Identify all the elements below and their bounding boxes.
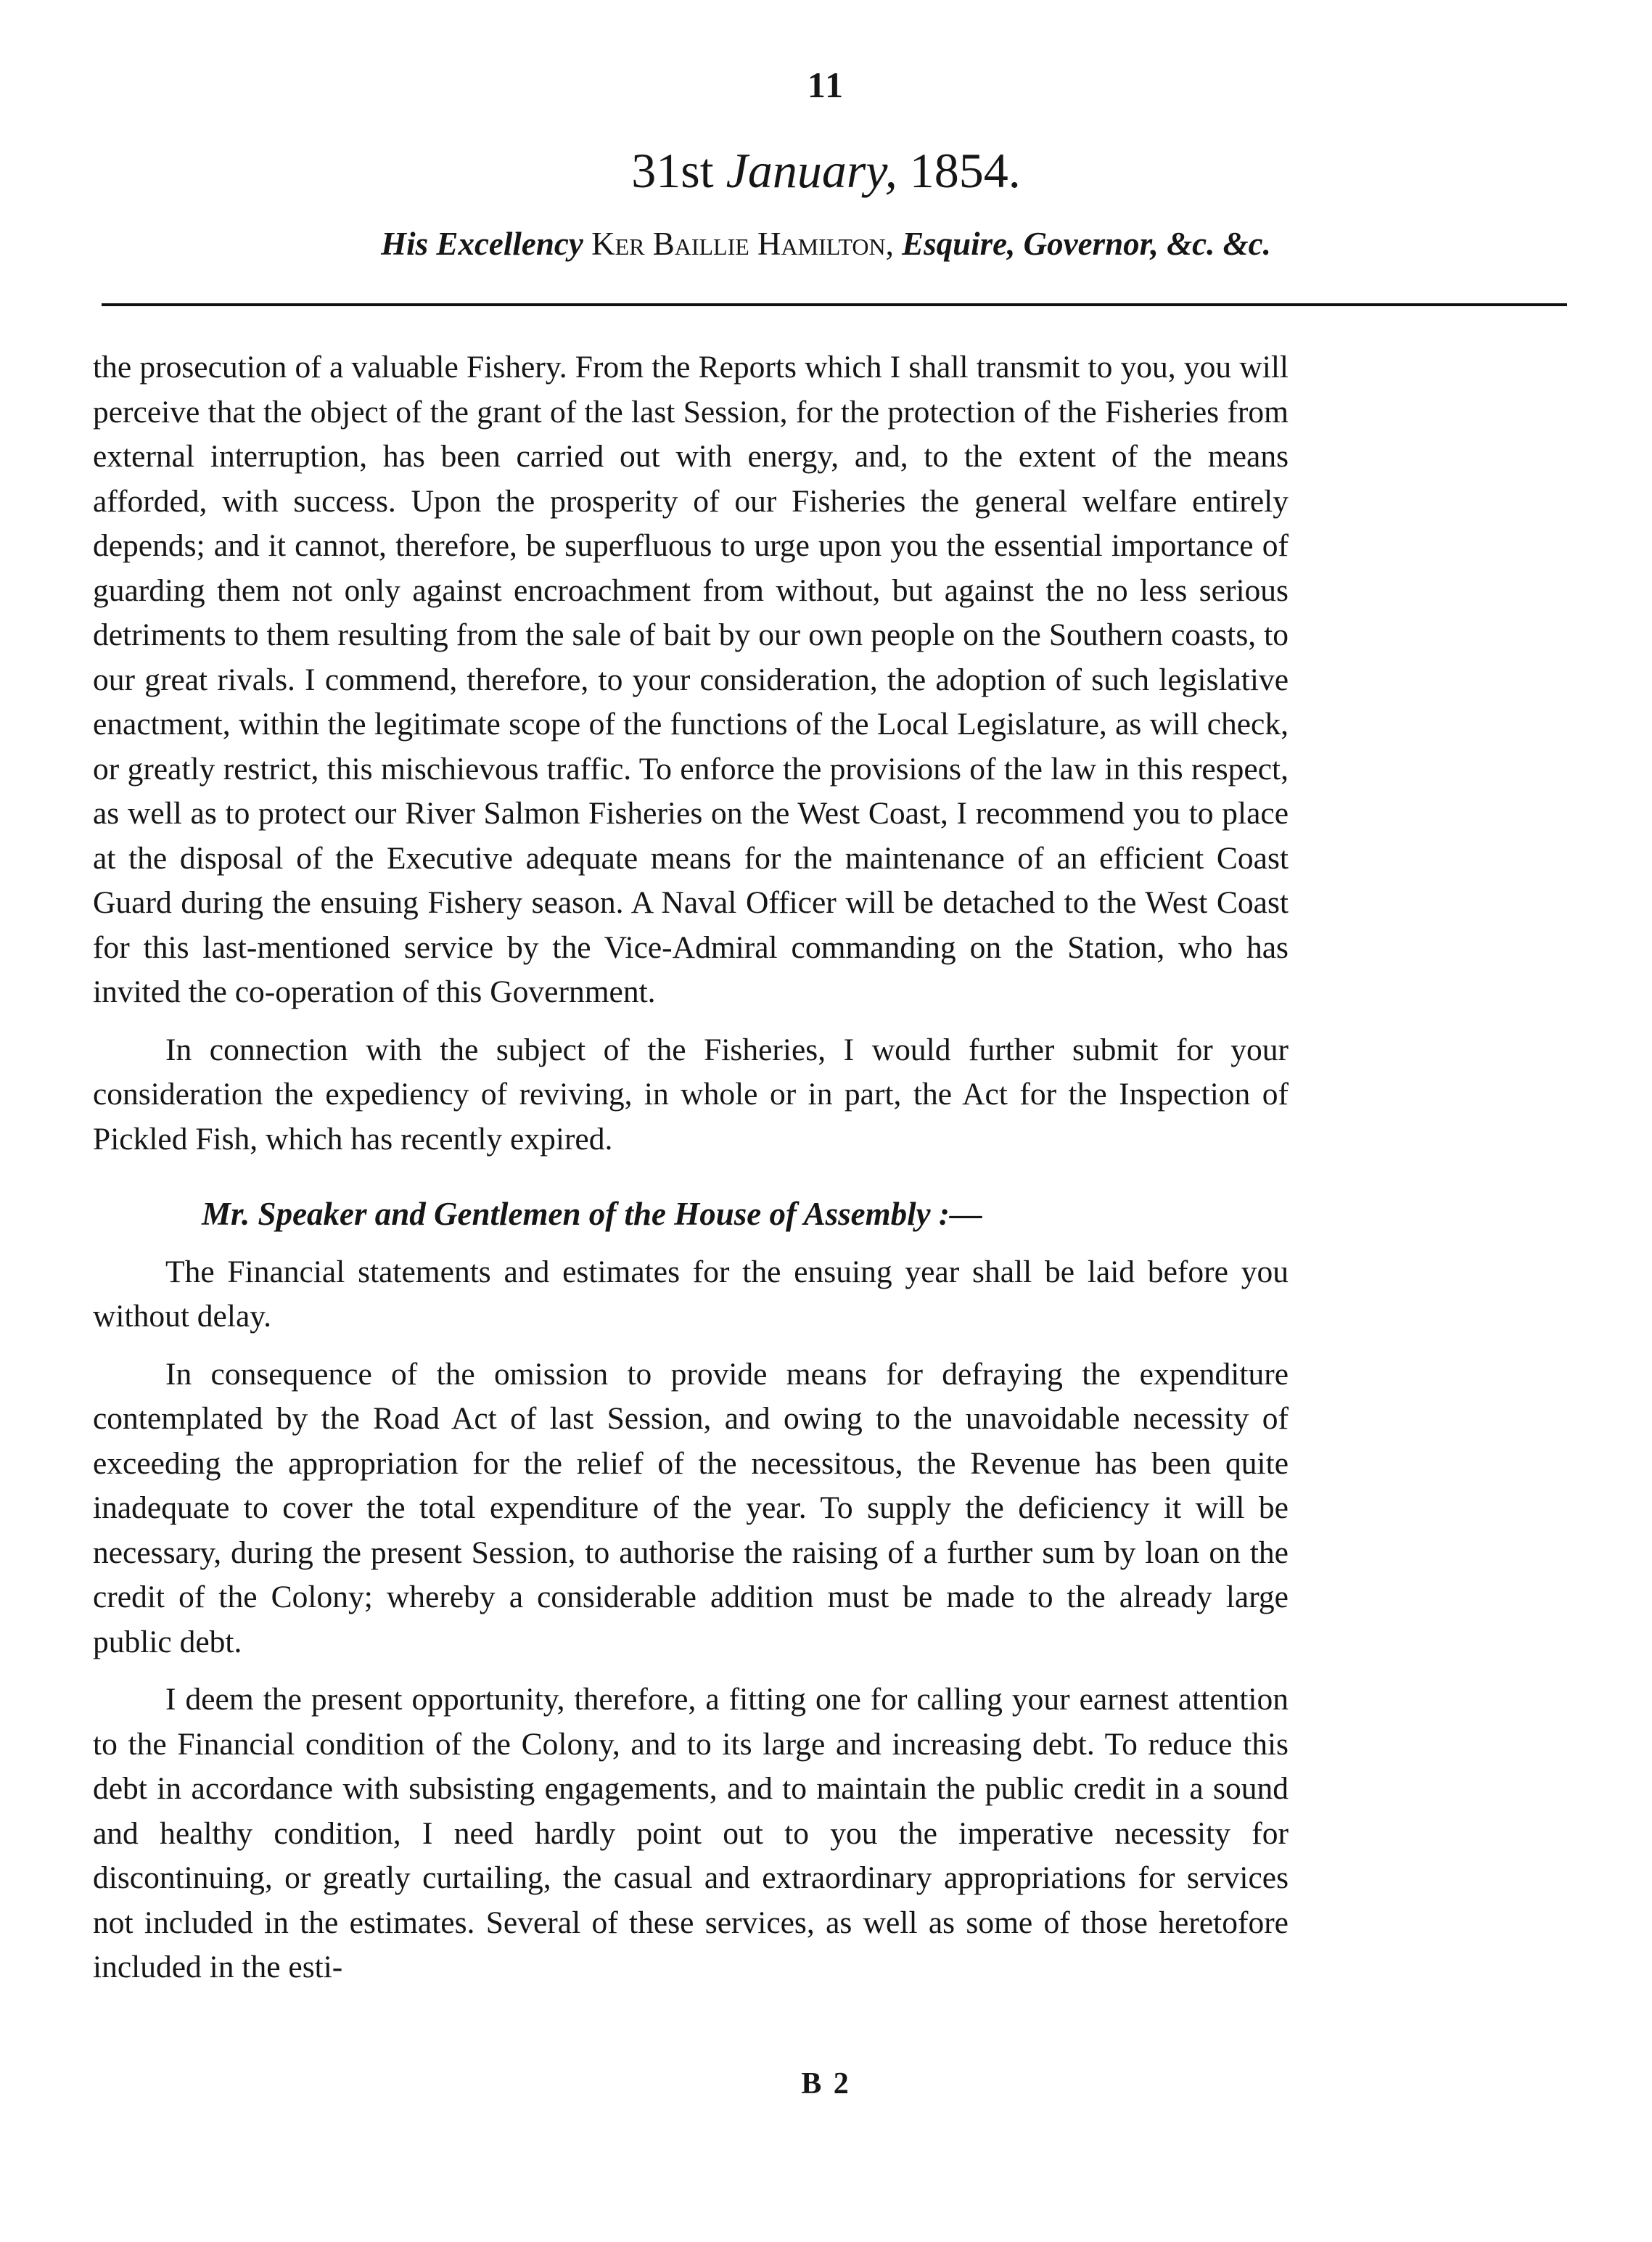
governor-heading (0, 225, 1652, 263)
page-number: 11 (807, 65, 845, 105)
speech-body (93, 345, 1289, 2003)
header-rule (102, 303, 1567, 306)
governor-prefix: His Excellency (381, 226, 583, 262)
paragraph-financial-statements: The Financial statements and estimates for the ensuing year shall be laid before you without delay. (93, 1254, 1289, 1334)
signature-mark: B 2 (801, 2067, 851, 2101)
address-assembly: Mr. Speaker and Gentlemen of the House of Assembly :— (202, 1196, 982, 1232)
date-day: 31st (631, 143, 714, 198)
paragraph-public-debt: I deem the present opportunity, therefore, a fitting one for calling your earnest attention to the Financial condition of the Colony, and to its large and increasing debt. To reduce this debt in accordance with subsisting engagements, and to maintain the public credit in a sound and healthy condition, I need hardly point out to you the imperative necessity for discontinuing, or greatly curtailing, the casual and extraordinary appropriations for services not included in the estimates. Several of these services, as well as some of those heretofore included in the esti- (93, 1682, 1289, 1984)
paragraph-road-act: In consequence of the omission to provide means for defraying the expenditure contemplated by the Road Act of last Session, and owing to the unavoidable necessity of exceeding the appropriation for the relief of the necessitous, the Revenue has been quite inadequate to cover the total expenditure of the year. To supply the deficiency it will be necessary, during the present Session, to authorise the raising of a further sum by loan on the credit of the Colony; whereby a considerable addition must be made to the already large public debt. (93, 1356, 1289, 1659)
paragraph-pickled-fish: In connection with the subject of the Fisheries, I would further submit for your consideration the expediency of reviving, in whole or in part, the Act for the Inspection of Pickled Fish, which has recently expired. (93, 1032, 1289, 1157)
date-month: January, (726, 143, 897, 198)
governor-name: Ker Baillie Hamilton, (591, 226, 894, 262)
governor-suffix: Esquire, Governor, &c. &c. (902, 226, 1271, 262)
paragraph-fishery: the prosecution of a valuable Fishery. From the Reports which I shall transmit to you, you will perceive that the object of the grant of the last Session, for the protection of the Fisheries from external interruption, has been carried out with energy, and, to the extent of the means afforded, with success. Upon the prosperity of our Fisheries the general welfare entirely depends; and it cannot, therefore, be superfluous to urge upon you the essential importance of guarding them not only against encroachment from without, but against the no less serious detriments to them resulting from the sale of bait by our own people on the Southern coasts, to our great rivals. I commend, therefore, to your consideration, the adoption of such legislative enactment, within the legitimate scope of the functions of the Local Legislature, as will check, or greatly restrict, this mischievous traffic. To enforce the provisions of the law in this respect, as well as to protect our River Salmon Fisheries on the West Coast, I recommend you to place at the disposal of the Executive adequate means for the maintenance of an efficient Coast Guard during the ensuing Fishery season. A Naval Officer will be detached to the West Coast for this last-mentioned service by the Vice-Admiral commanding on the Station, who has invited the co-operation of this Government. (93, 350, 1289, 1009)
date-heading (0, 142, 1652, 200)
date-year: 1854. (909, 143, 1021, 198)
